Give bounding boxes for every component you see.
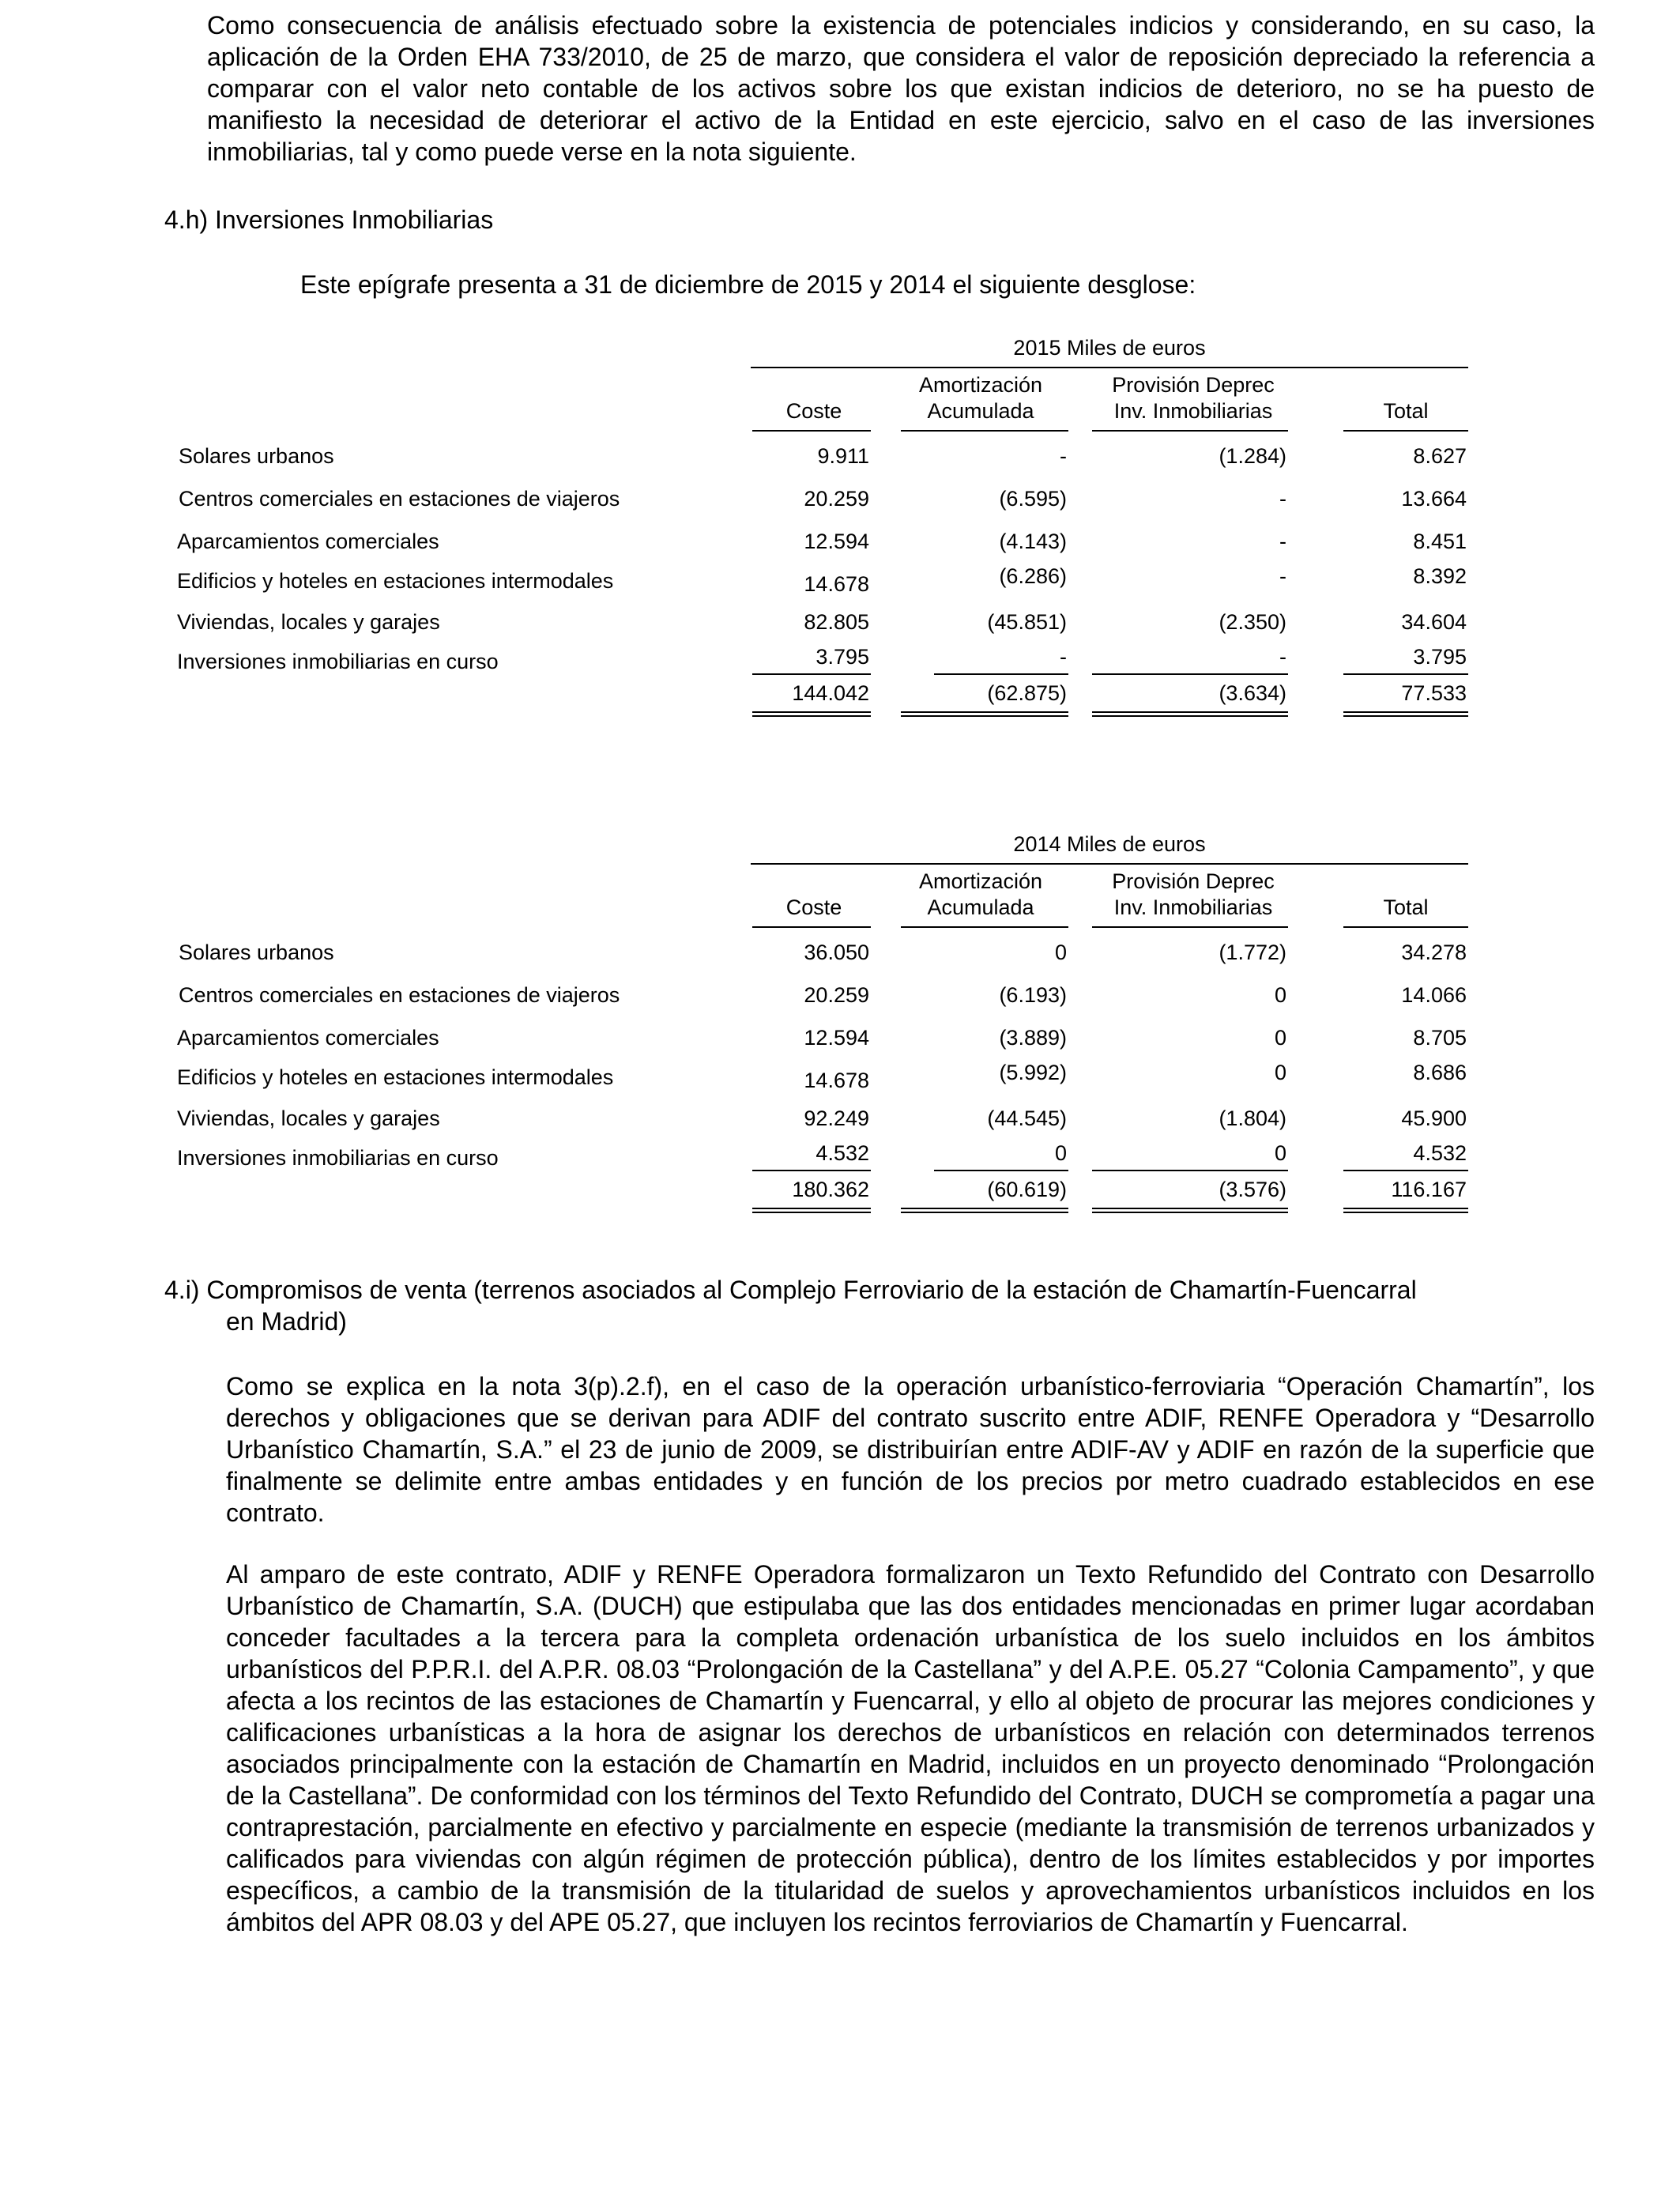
- cell-total: 45.900: [1401, 1106, 1467, 1130]
- cell-total: 34.278: [1401, 941, 1467, 964]
- row-label: Inversiones inmobiliarias en curso: [177, 650, 499, 673]
- subtotal-rule-total: [1343, 1170, 1468, 1171]
- table-row: [0, 1026, 1680, 1054]
- subtotal-rule-coste: [752, 673, 871, 675]
- cell-coste: 3.795: [816, 645, 869, 669]
- section-i-heading-line1: 4.i) Compromisos de venta (terrenos asociados al Complejo Ferroviario de la estación de Chamartín-Fuencarral: [164, 1276, 1417, 1304]
- header-amortizacion-line1: Amortización: [918, 373, 1043, 397]
- total-coste: 180.362: [792, 1178, 869, 1201]
- section-i-heading-line2: en Madrid): [226, 1307, 347, 1336]
- cell-amortizacion: (5.992): [999, 1061, 1067, 1084]
- header-provision: [1092, 869, 1294, 921]
- row-label: Solares urbanos: [179, 444, 334, 468]
- header-rule-provision: [1092, 926, 1288, 928]
- cell-provision: (2.350): [1219, 610, 1286, 634]
- cell-amortizacion: (3.889): [999, 1026, 1067, 1050]
- total-double-rule-total: [1343, 1208, 1468, 1213]
- total-coste: 144.042: [792, 681, 869, 705]
- header-amortizacion-line2: Acumulada: [927, 895, 1034, 919]
- intro-paragraph: Como consecuencia de análisis efectuado sobre la existencia de potenciales indicios y considerando, en su caso, la aplicación de la Orden EHA 733/2010, de 25 de marzo, que considera el valor de reposición depreciado la referencia a comparar con el valor neto contable de los activos sobre los que existan indicios de deterioro, no se ha puesto de manifiesto la necesidad de deteriorar el activo de la Entidad en este ejercicio, salvo en el caso de las inversiones inmobiliarias, tal y como puede verse en la nota siguiente.: [207, 11, 1595, 166]
- table-row: [0, 1106, 1680, 1135]
- cell-amortizacion: -: [1060, 444, 1067, 468]
- cell-coste: 4.532: [816, 1141, 869, 1165]
- cell-total: 8.451: [1413, 530, 1467, 553]
- header-amortizacion-line1: Amortización: [918, 869, 1043, 893]
- row-label: Viviendas, locales y garajes: [177, 1106, 440, 1130]
- cell-amortizacion: (6.286): [999, 564, 1067, 588]
- totals-row: [0, 1178, 1680, 1206]
- total-double-rule-total: [1343, 711, 1468, 717]
- cell-total: 8.392: [1413, 564, 1467, 588]
- cell-coste: 12.594: [804, 1026, 869, 1050]
- header-provision-line1: Provisión Deprec: [1112, 373, 1275, 397]
- cell-total: 13.664: [1401, 487, 1467, 511]
- table-caption: 2014 Miles de euros: [1013, 832, 1206, 856]
- section-h-heading: 4.h) Inversiones Inmobiliarias: [164, 205, 494, 234]
- cell-coste: 20.259: [804, 487, 869, 511]
- cell-provision: -: [1279, 530, 1286, 553]
- table-row: [0, 564, 1680, 598]
- row-label: Centros comerciales en estaciones de viajeros: [179, 487, 620, 511]
- cell-amortizacion: (6.595): [999, 487, 1067, 511]
- header-coste: Coste: [785, 399, 842, 423]
- cell-provision: 0: [1274, 1061, 1286, 1084]
- cell-provision: (1.284): [1219, 444, 1286, 468]
- header-rule-coste: [752, 926, 871, 928]
- table-row: [0, 941, 1680, 969]
- cell-provision: 0: [1274, 983, 1286, 1007]
- total-double-rule-coste: [752, 1208, 871, 1213]
- header-provision-line1: Provisión Deprec: [1112, 869, 1275, 893]
- total-amortizacion: (60.619): [987, 1178, 1067, 1201]
- cell-coste: 9.911: [817, 444, 869, 468]
- total-provision: (3.634): [1219, 681, 1286, 705]
- total-double-rule-provision: [1092, 711, 1288, 717]
- cell-coste: 36.050: [804, 941, 869, 964]
- header-rule-provision: [1092, 430, 1288, 432]
- header-rule-total: [1343, 926, 1468, 928]
- table-2015: [0, 334, 1680, 729]
- table-row: [0, 1061, 1680, 1094]
- cell-coste: 20.259: [804, 983, 869, 1007]
- cell-provision: 0: [1274, 1141, 1286, 1165]
- cell-amortizacion: 0: [1054, 1141, 1067, 1165]
- cell-coste: 92.249: [804, 1106, 869, 1130]
- row-label: Aparcamientos comerciales: [177, 530, 439, 553]
- header-coste: Coste: [785, 895, 842, 919]
- subtotal-rule-provision: [1092, 673, 1288, 675]
- table-caption: 2015 Miles de euros: [1013, 336, 1206, 360]
- cell-amortizacion: (6.193): [999, 983, 1067, 1007]
- cell-amortizacion: 0: [1054, 941, 1067, 964]
- cell-provision: -: [1279, 564, 1286, 588]
- row-label: Edificios y hoteles en estaciones intermodales: [177, 1065, 614, 1089]
- row-label: Edificios y hoteles en estaciones intermodales: [177, 569, 614, 593]
- cell-coste: 12.594: [804, 530, 869, 553]
- section-i-paragraph-1: Como se explica en la nota 3(p).2.f), en el caso de la operación urbanístico-ferroviaria “Operación Chamartín”, los derechos y obligaciones que se derivan para ADIF del contrato suscrito entre ADIF, RENFE Operadora y “Desarrollo Urbanístico Chamartín, S.A.” el 23 de junio de 2009, se distribuirían entre ADIF-AV y ADIF en razón de la superficie que finalmente se delimite entre ambas entidades y en función de los precios por metro cuadrado establecidos en ese contrato.: [226, 1372, 1595, 1527]
- cell-provision: (1.772): [1219, 941, 1286, 964]
- cell-total: 34.604: [1401, 610, 1467, 634]
- total-total: 116.167: [1391, 1178, 1467, 1201]
- cell-total: 8.686: [1413, 1061, 1467, 1084]
- subtotal-rule-amortizacion: [934, 673, 1068, 675]
- cell-coste: 14.678: [804, 1069, 869, 1092]
- table-row: [0, 610, 1680, 639]
- table-row: [0, 530, 1680, 558]
- table-row: [0, 444, 1680, 473]
- cell-total: 8.627: [1413, 444, 1467, 468]
- total-double-rule-amortizacion: [901, 711, 1068, 717]
- total-double-rule-coste: [752, 711, 871, 717]
- cell-provision: (1.804): [1219, 1106, 1286, 1130]
- cell-total: 14.066: [1401, 983, 1467, 1007]
- total-total: 77.533: [1401, 681, 1467, 705]
- header-provision-line2: Inv. Inmobiliarias: [1113, 399, 1273, 423]
- cell-total: 4.532: [1413, 1141, 1467, 1165]
- header-rule-total: [1343, 430, 1468, 432]
- total-double-rule-provision: [1092, 1208, 1288, 1213]
- caption-rule: [751, 863, 1468, 865]
- table-row: [0, 487, 1680, 515]
- caption-rule: [751, 367, 1468, 368]
- header-provision-line2: Inv. Inmobiliarias: [1113, 895, 1273, 919]
- header-amortizacion: [893, 869, 1068, 921]
- header-amortizacion-line2: Acumulada: [927, 399, 1034, 423]
- row-label: Inversiones inmobiliarias en curso: [177, 1146, 499, 1170]
- total-provision: (3.576): [1219, 1178, 1286, 1201]
- table-2014: [0, 830, 1680, 1225]
- cell-provision: 0: [1274, 1026, 1286, 1050]
- cell-total: 8.705: [1413, 1026, 1467, 1050]
- section-i-heading: [164, 1274, 1417, 1337]
- table-row: [0, 983, 1680, 1012]
- cell-amortizacion: (45.851): [987, 610, 1067, 634]
- cell-provision: -: [1279, 487, 1286, 511]
- cell-provision: -: [1279, 645, 1286, 669]
- cell-coste: 14.678: [804, 572, 869, 596]
- subtotal-rule-amortizacion: [934, 1170, 1068, 1171]
- total-double-rule-amortizacion: [901, 1208, 1068, 1213]
- cell-amortizacion: (44.545): [987, 1106, 1067, 1130]
- cell-amortizacion: (4.143): [999, 530, 1067, 553]
- cell-total: 3.795: [1413, 645, 1467, 669]
- header-rule-amortizacion: [901, 430, 1068, 432]
- header-total: Total: [1383, 399, 1429, 423]
- row-label: Centros comerciales en estaciones de viajeros: [179, 983, 620, 1007]
- section-i-paragraph-2: Al amparo de este contrato, ADIF y RENFE Operadora formalizaron un Texto Refundido del Contrato con Desarrollo Urbanístico de Chamartín, S.A. (DUCH) que estipulaba que las dos entidades mencionadas en primer lugar acordaban conceder facultades a la tercera para la completa ordenación urbanística de los suelo incluidos en los ámbitos urbanísticos del P.P.R.I. del A.P.R. 08.03 “Prolongación de la Castellana” y del A.P.E. 05.27 “Colonia Campamento”, y que afecta a los recintos de las estaciones de Chamartín y Fuencarral, y ello al objeto de procurar las mejores condiciones y calificaciones urbanísticas a la hora de asignar los derechos de urbanísticos en relación con determinados terrenos asociados principalmente con la estación de Chamartín en Madrid, incluidos en un proyecto denominado “Prolongación de la Castellana”. De conformidad con los términos del Texto Refundido del Contrato, DUCH se comprometía a pagar una contraprestación, parcialmente en efectivo y parcialmente en especie (mediante la transmisión de terrenos urbanizados y calificados para viviendas con algún régimen de protección pública), dentro de los límites establecidos y por importes específicos, a cambio de la transmisión de la titularidad de suelos y aprovechamientos urbanísticos incluidos en los ámbitos del APR 08.03 y del APE 05.27, que incluyen los recintos ferroviarios de Chamartín y Fuencarral.: [226, 1560, 1595, 1936]
- totals-row: [0, 681, 1680, 710]
- subtotal-rule-coste: [752, 1170, 871, 1171]
- header-amortizacion: [893, 372, 1068, 424]
- cell-coste: 82.805: [804, 610, 869, 634]
- section-h-intro: Este epígrafe presenta a 31 de diciembre de 2015 y 2014 el siguiente desglose:: [300, 270, 1196, 299]
- total-amortizacion: (62.875): [987, 681, 1067, 705]
- header-rule-amortizacion: [901, 926, 1068, 928]
- header-total: Total: [1383, 895, 1429, 919]
- row-label: Aparcamientos comerciales: [177, 1026, 439, 1050]
- header-rule-coste: [752, 430, 871, 432]
- subtotal-rule-total: [1343, 673, 1468, 675]
- row-label: Viviendas, locales y garajes: [177, 610, 440, 634]
- header-provision: [1092, 372, 1294, 424]
- subtotal-rule-provision: [1092, 1170, 1288, 1171]
- cell-amortizacion: -: [1060, 645, 1067, 669]
- row-label: Solares urbanos: [179, 941, 334, 964]
